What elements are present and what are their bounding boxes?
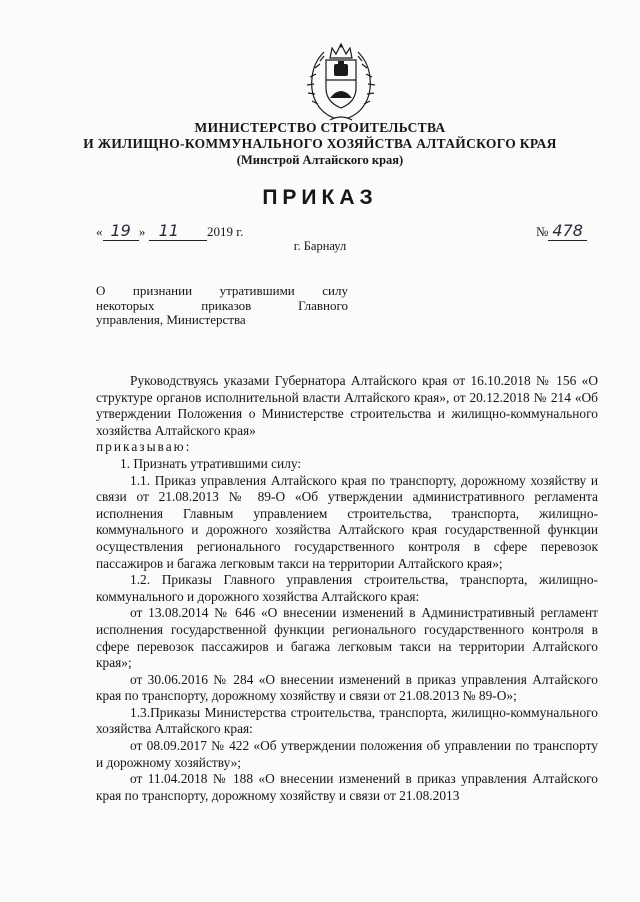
document-type-title: ПРИКАЗ [262, 186, 378, 209]
item-1-1: 1.1. Приказ управления Алтайского края по транспорту, дорожному хозяйству и связи от 21.08.2013 № 89-О «Об утверждении административного регламента исполнения Главным управлением строительства, транспорта, жилищно-коммунального и дорожного хозяйства Алтайского края государственной функции осуществления регионального государственного контроля в сфере перевозок пассажиров и багажа легковым такси на территории Алтайского края»; [96, 472, 598, 571]
order-number [536, 221, 587, 241]
ministry-short-name: (Минстрой Алтайского края) [236, 153, 404, 167]
number-sign: № [536, 224, 549, 239]
item-1-3-b: от 11.04.2018 № 188 «О внесении изменений в приказ управления Алтайского края по транспорту, дорожному хозяйству и связи от 21.08.2013 [96, 771, 598, 803]
date-close-quote: » [138, 224, 146, 239]
coat-of-arms-icon [304, 40, 378, 124]
ministry-name-line2: И ЖИЛИЩНО-КОММУНАЛЬНОГО ХОЗЯЙСТВА АЛТАЙСКОГО КРАЯ [83, 136, 557, 151]
item-1-2-a: от 13.08.2014 № 646 «О внесении изменений в Административный регламент исполнения государственной функции регионального государственного контроля в сфере перевозок пассажиров и багажа легковым такси на территории Алтайского края»; [96, 605, 598, 671]
preamble-paragraph: Руководствуясь указами Губернатора Алтайского края от 16.10.2018 № 156 «О структуре органов исполнительной власти Алтайского края», от 20.12.2018 № 214 «Об утверждении Положения о Министерстве строительства и жилищно-коммунального хозяйства Алтайского края» [96, 373, 598, 438]
subject-line: управления, Министерства [96, 312, 246, 327]
subject-line: некоторых приказов Главного [96, 297, 348, 313]
item-1-2: 1.2. Приказы Главного управления строительства, транспорта, жилищно-коммунального и дорожного хозяйства Алтайского края: [96, 572, 598, 604]
item-1-3: 1.3.Приказы Министерства строительства, транспорта, жилищно-коммунального хозяйства Алтайского края: [96, 704, 598, 737]
order-body [96, 373, 598, 804]
date-day-handwritten: 19 [103, 221, 139, 241]
subject-line: О признании утратившими силу [96, 283, 348, 298]
ministry-name-line1: МИНИСТЕРСТВО СТРОИТЕЛЬСТВА [194, 120, 446, 135]
date-year: 2019 г. [206, 224, 244, 239]
city-name: г. Барнаул [293, 239, 347, 253]
item-1-3-a: от 08.09.2017 № 422 «Об утверждении положения об управлении по транспорту и дорожному хозяйству»; [96, 738, 598, 770]
item-1-2-b: от 30.06.2016 № 284 «О внесении изменений в приказ управления Алтайского края по транспорту, дорожному хозяйству и связи от 21.08.2013 № 89-О»; [96, 671, 598, 704]
order-subject [96, 284, 348, 328]
order-date [96, 221, 243, 241]
item-1: 1. Признать утратившими силу: [120, 455, 302, 471]
date-month-handwritten: 11 [149, 221, 207, 241]
number-handwritten: 478 [548, 221, 587, 241]
orders-word: приказываю: [96, 439, 192, 455]
date-open-quote: « [96, 224, 103, 239]
